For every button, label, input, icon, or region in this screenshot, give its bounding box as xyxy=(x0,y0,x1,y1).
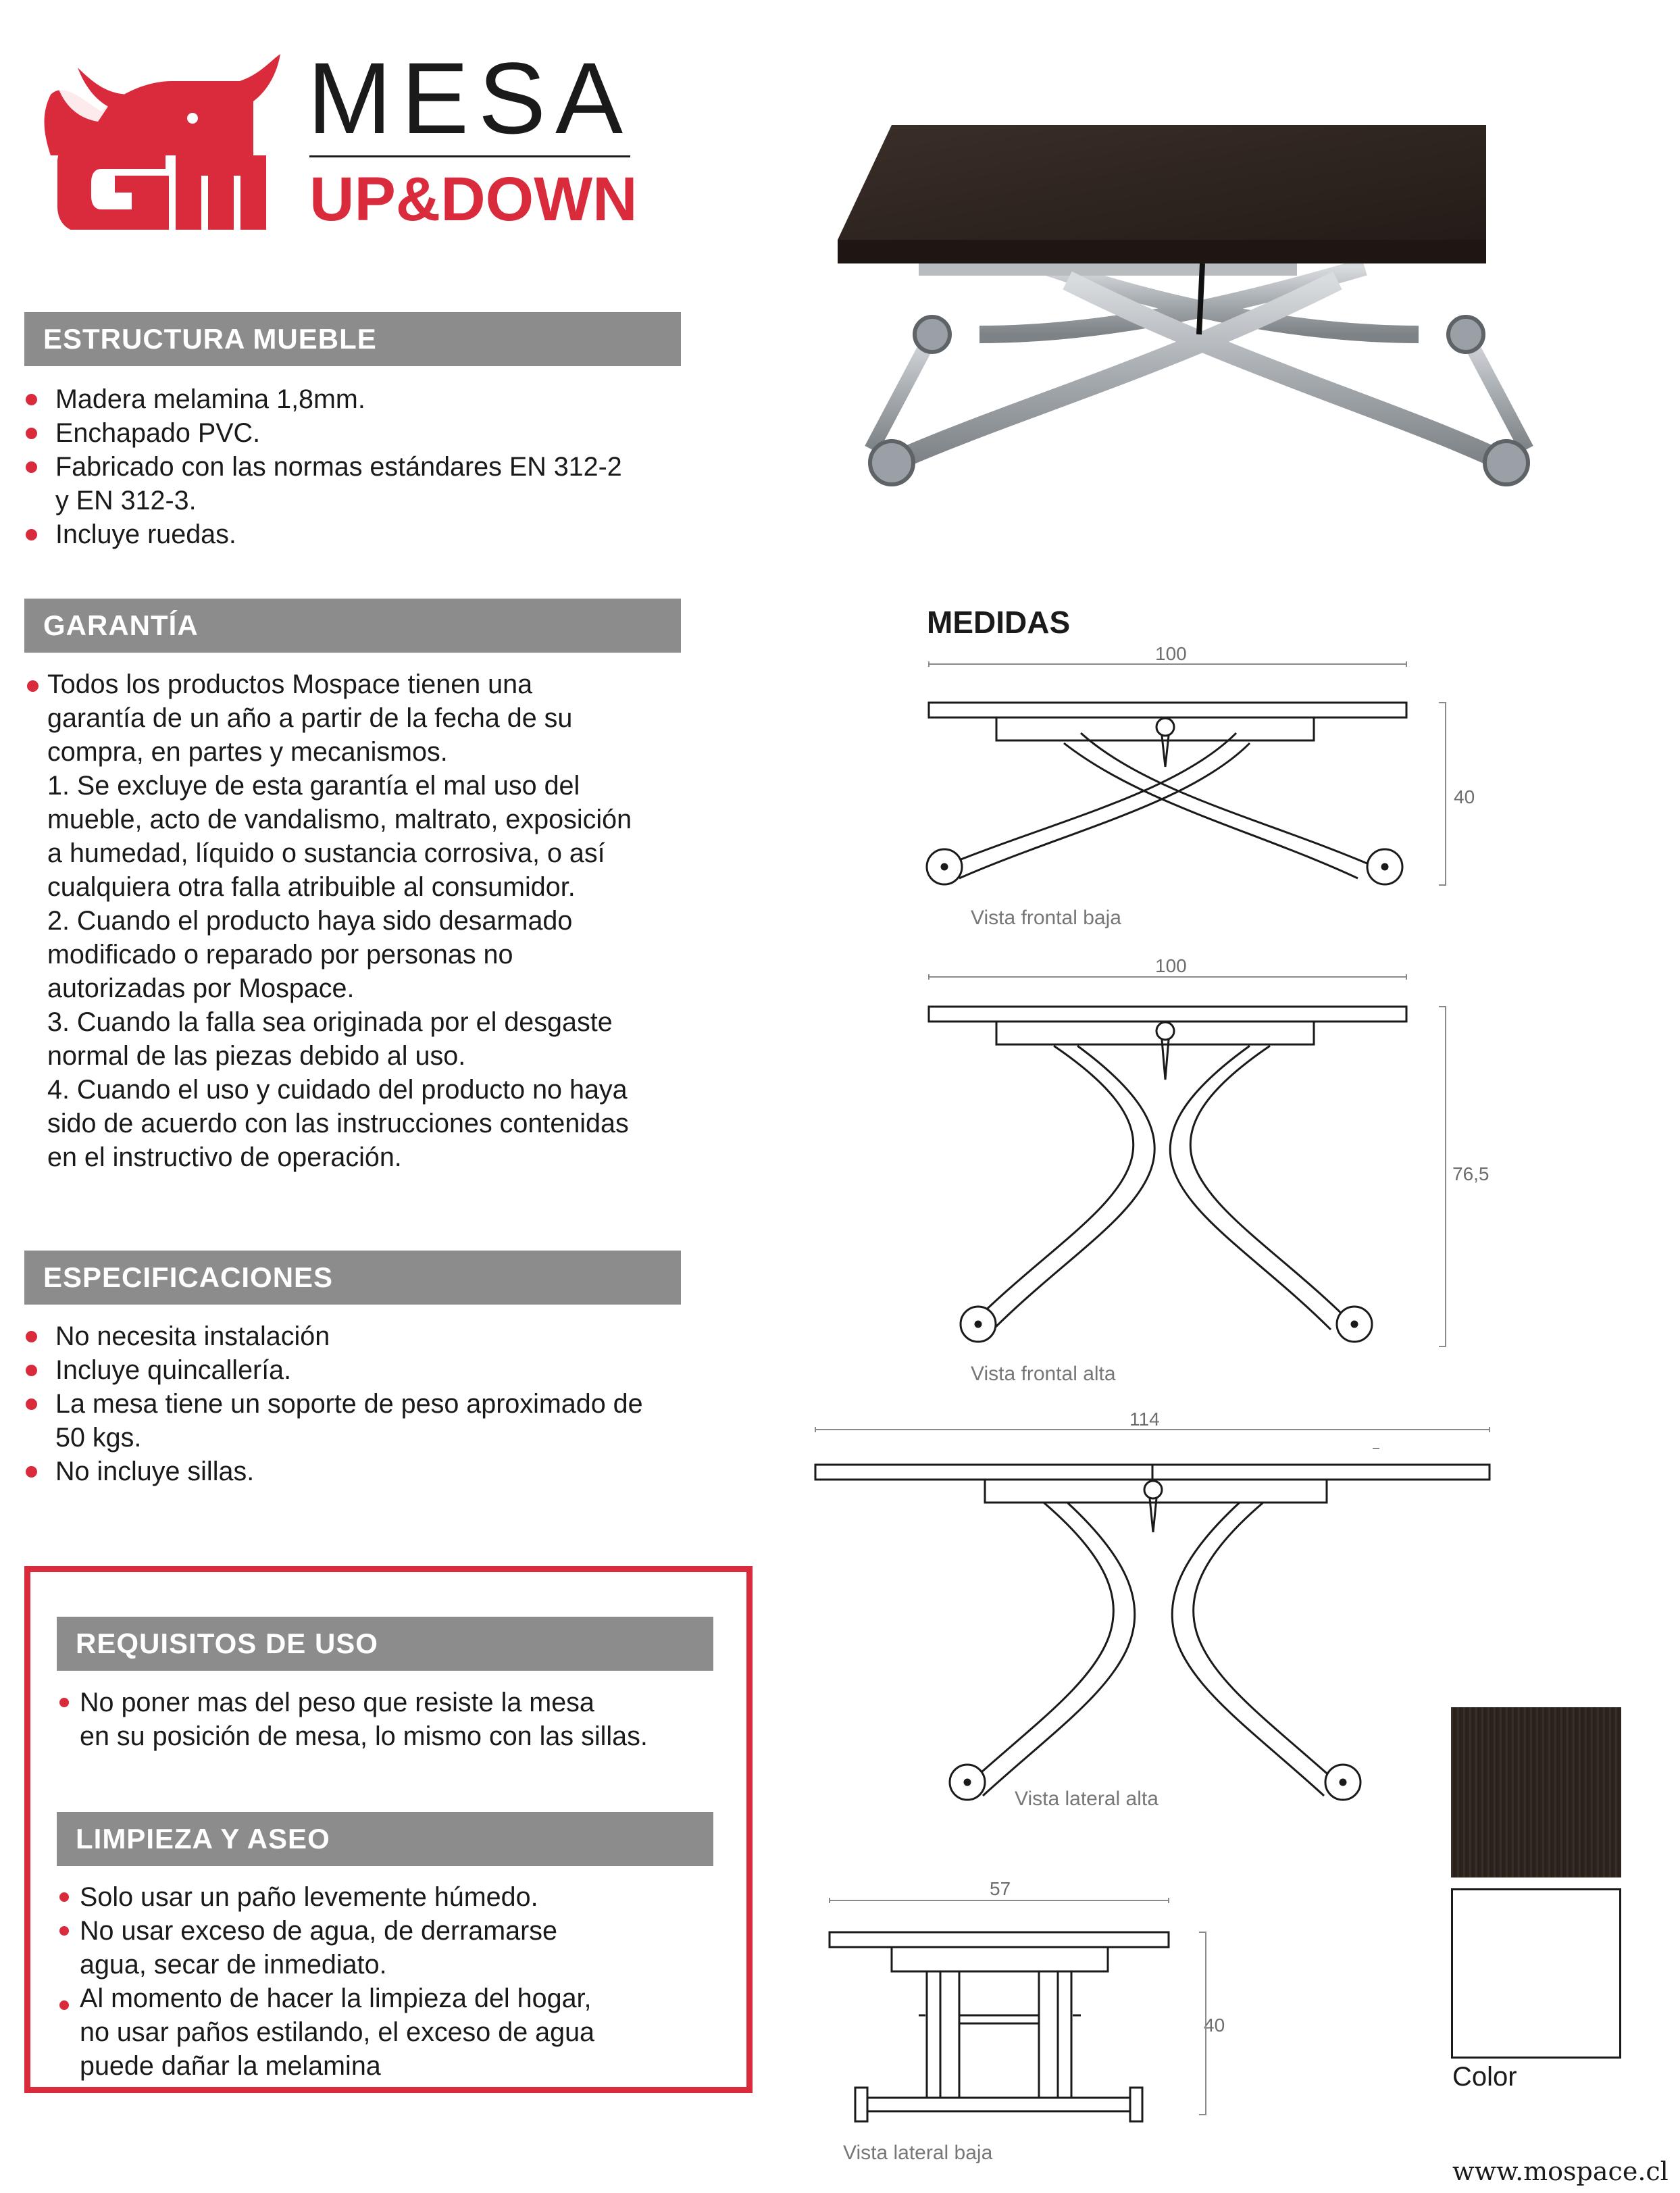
list-item: Fabricado con las normas estándares EN 312-2 y EN 312-3. xyxy=(26,450,701,518)
list-item: No necesita instalación xyxy=(26,1319,728,1353)
bullet-icon xyxy=(26,1331,37,1342)
rhino-gm-logo-icon xyxy=(37,54,294,230)
footer-url[interactable]: www.mospace.cl xyxy=(1452,2157,1669,2186)
product-photo xyxy=(811,111,1587,503)
list-item: Enchapado PVC. xyxy=(26,416,701,450)
bullet-icon xyxy=(26,529,37,540)
estructura-list xyxy=(26,382,701,551)
list-item: No usar exceso de agua, de derramarse agua, secar de inmediato. xyxy=(59,1914,735,1982)
garantia-header: GARANTÍA xyxy=(24,599,681,653)
limpieza-list xyxy=(59,1880,735,2083)
color-label: Color xyxy=(1452,2062,1517,2092)
bullet-icon xyxy=(59,1698,69,1707)
drawing-lateral-alta xyxy=(811,1424,1500,1816)
bullet-icon xyxy=(59,1892,69,1902)
drawing-frontal-baja xyxy=(919,659,1459,902)
list-item: Incluye quincallería. xyxy=(26,1353,728,1387)
list-item: No poner mas del peso que resiste la mesa en su posición de mesa, lo mismo con las sillas. xyxy=(59,1686,735,1753)
bullet-icon xyxy=(26,1365,37,1376)
bullet-icon xyxy=(26,461,37,473)
logo-divider xyxy=(309,155,630,157)
list-item: Solo usar un paño levemente húmedo. xyxy=(59,1880,735,1914)
view-caption: Vista lateral alta xyxy=(1015,1788,1159,1810)
list-item: Incluye ruedas. xyxy=(26,518,701,551)
especificaciones-list xyxy=(26,1319,728,1488)
color-swatch-wenge xyxy=(1451,1707,1621,1877)
especificaciones-header: ESPECIFICACIONES xyxy=(24,1251,681,1305)
view-caption: Vista frontal baja xyxy=(971,907,1121,929)
list-item: No incluye sillas. xyxy=(26,1455,728,1488)
view-caption: Vista frontal alta xyxy=(971,1363,1116,1385)
bullet-icon xyxy=(26,428,37,439)
dimension-width-label: 100 xyxy=(1155,955,1187,976)
list-item: La mesa tiene un soporte de peso aproximado de 50 kgs. xyxy=(26,1387,728,1455)
dimension-height-label: 40 xyxy=(1204,2015,1225,2036)
estructura-header: ESTRUCTURA MUEBLE xyxy=(24,312,681,366)
list-item: Madera melamina 1,8mm. xyxy=(26,382,701,416)
drawing-lateral-baja xyxy=(824,1895,1216,2125)
dimension-width-label: 57 xyxy=(990,1878,1011,1899)
limpieza-header: LIMPIEZA Y ASEO xyxy=(57,1812,713,1866)
dimension-height-label: 76,5 xyxy=(1452,1163,1490,1184)
logo-title-updown: UP&DOWN xyxy=(309,165,638,234)
garantia-text: Todos los productos Mospace tienen una garantía de un año a partir de la fecha de su compra, en partes y mecanismos. 1. Se excluye de esta garantía el mal uso del mueble, acto de vandalismo, maltrato, exposición a humedad, líquido o sustancia corrosiva, o así cualquiera otra falla atribuible al consumidor. 2. Cuando el producto haya sido desarmado modificado o reparado por personas no autorizadas por Mospace. 3. Cuando la falla sea originada por el desgaste normal de las piezas debido al uso. 4. Cuando el uso y cuidado del producto no haya sido de acuerdo con las instrucciones contenidas en el instructivo de operación. xyxy=(47,670,632,1172)
bullet-icon xyxy=(26,1398,37,1410)
bullet-icon xyxy=(26,394,37,405)
requisitos-list xyxy=(59,1686,735,1753)
bullet-icon xyxy=(59,2000,69,2010)
view-caption: Vista lateral baja xyxy=(843,2142,993,2164)
dimension-width-label: 100 xyxy=(1155,643,1187,664)
dimension-width-label: 114 xyxy=(1129,1409,1160,1430)
color-swatch-white xyxy=(1451,1888,1621,2059)
list-item: Al momento de hacer la limpieza del hogar, no usar paños estilando, el exceso de agua puede dañar la melamina xyxy=(59,1982,735,2083)
logo-title-mesa: MESA xyxy=(307,41,633,155)
medidas-title: MEDIDAS xyxy=(927,605,1071,640)
bullet-icon xyxy=(27,680,39,692)
requisitos-header: REQUISITOS DE USO xyxy=(57,1617,713,1671)
bullet-icon xyxy=(26,1466,37,1478)
bullet-icon xyxy=(59,1926,69,1936)
drawing-frontal-alta xyxy=(919,972,1459,1357)
dimension-height-label: 40 xyxy=(1454,786,1475,807)
